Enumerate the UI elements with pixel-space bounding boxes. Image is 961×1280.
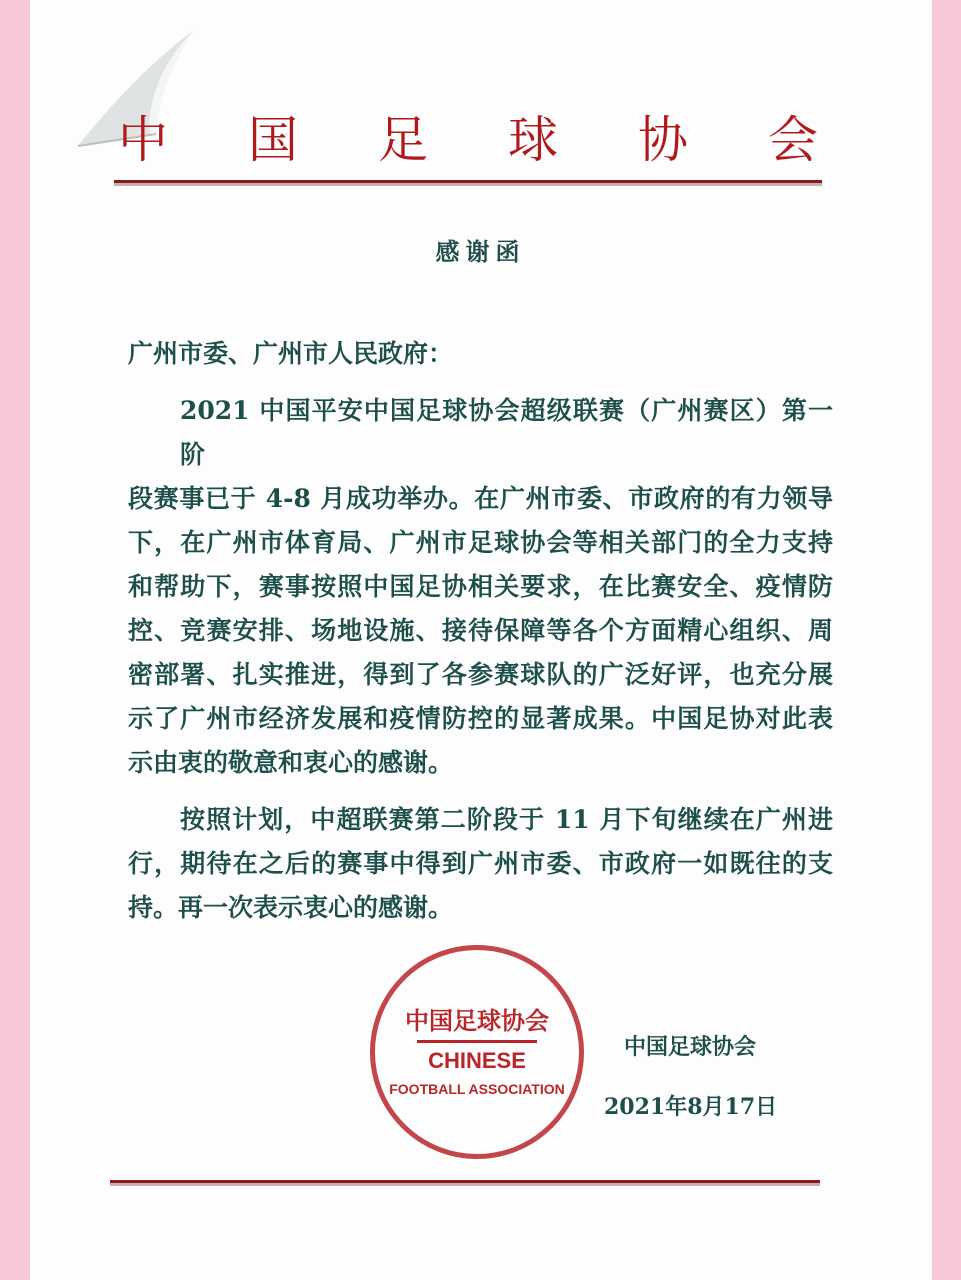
letterhead-char: 协 [638, 111, 688, 169]
letterhead-char: 中 [118, 111, 168, 169]
letterhead-char: 会 [768, 111, 818, 169]
paragraph-line: 行，期待在之后的赛事中得到广州市委、市政府一如既往的支 [128, 849, 833, 878]
letter-body [128, 332, 833, 930]
footer-rule [110, 1180, 820, 1183]
letter-title: 感谢函 [435, 237, 526, 266]
paragraph-line: 下，在广州市体育局、广州市足球协会等相关部门的全力支持 [128, 528, 833, 557]
official-seal [370, 945, 584, 1159]
date: 2021年8月17日 [604, 1094, 778, 1120]
paragraph-line: 段赛事已于 4-8 月成功举办。在广州市委、市政府的有力领导 [128, 484, 833, 513]
paragraph-line: 按照计划，中超联赛第二阶段于 11 月下旬继续在广州进 [180, 805, 833, 834]
letterhead-char: 足 [378, 111, 428, 169]
seal-top-text: 中国足球协会 [405, 1005, 549, 1035]
paragraph-line: 密部署、扎实推进，得到了各参赛球队的广泛好评，也充分展 [128, 660, 833, 689]
seal-bottom-text: FOOTBALL ASSOCIATION [389, 1080, 565, 1097]
letterhead-char: 球 [508, 111, 558, 169]
letterhead-char: 国 [248, 111, 298, 169]
paragraph-line: 持。再一次表示衷心的感谢。 [128, 893, 454, 922]
paragraph-line: 控、竞赛安排、场地设施、接待保障等各个方面精心组织、周 [128, 616, 833, 645]
paragraph-line: 示了广州市经济发展和疫情防控的显著成果。中国足协对此表 [128, 704, 833, 733]
paragraph-line: 2021 中国平安中国足球协会超级联赛（广州赛区）第一阶 [180, 396, 833, 469]
signature: 中国足球协会 [624, 1034, 757, 1060]
letterhead [118, 110, 818, 170]
salutation: 广州市委、广州市人民政府： [128, 339, 454, 368]
paragraph-line: 和帮助下，赛事按照中国足协相关要求，在比赛安全、疫情防 [128, 572, 833, 601]
seal-divider [417, 1040, 537, 1043]
paragraph-line: 示由衷的敬意和衷心的感谢。 [128, 748, 454, 777]
header-rule [114, 180, 822, 183]
seal-middle-text: CHINESE [428, 1047, 526, 1073]
